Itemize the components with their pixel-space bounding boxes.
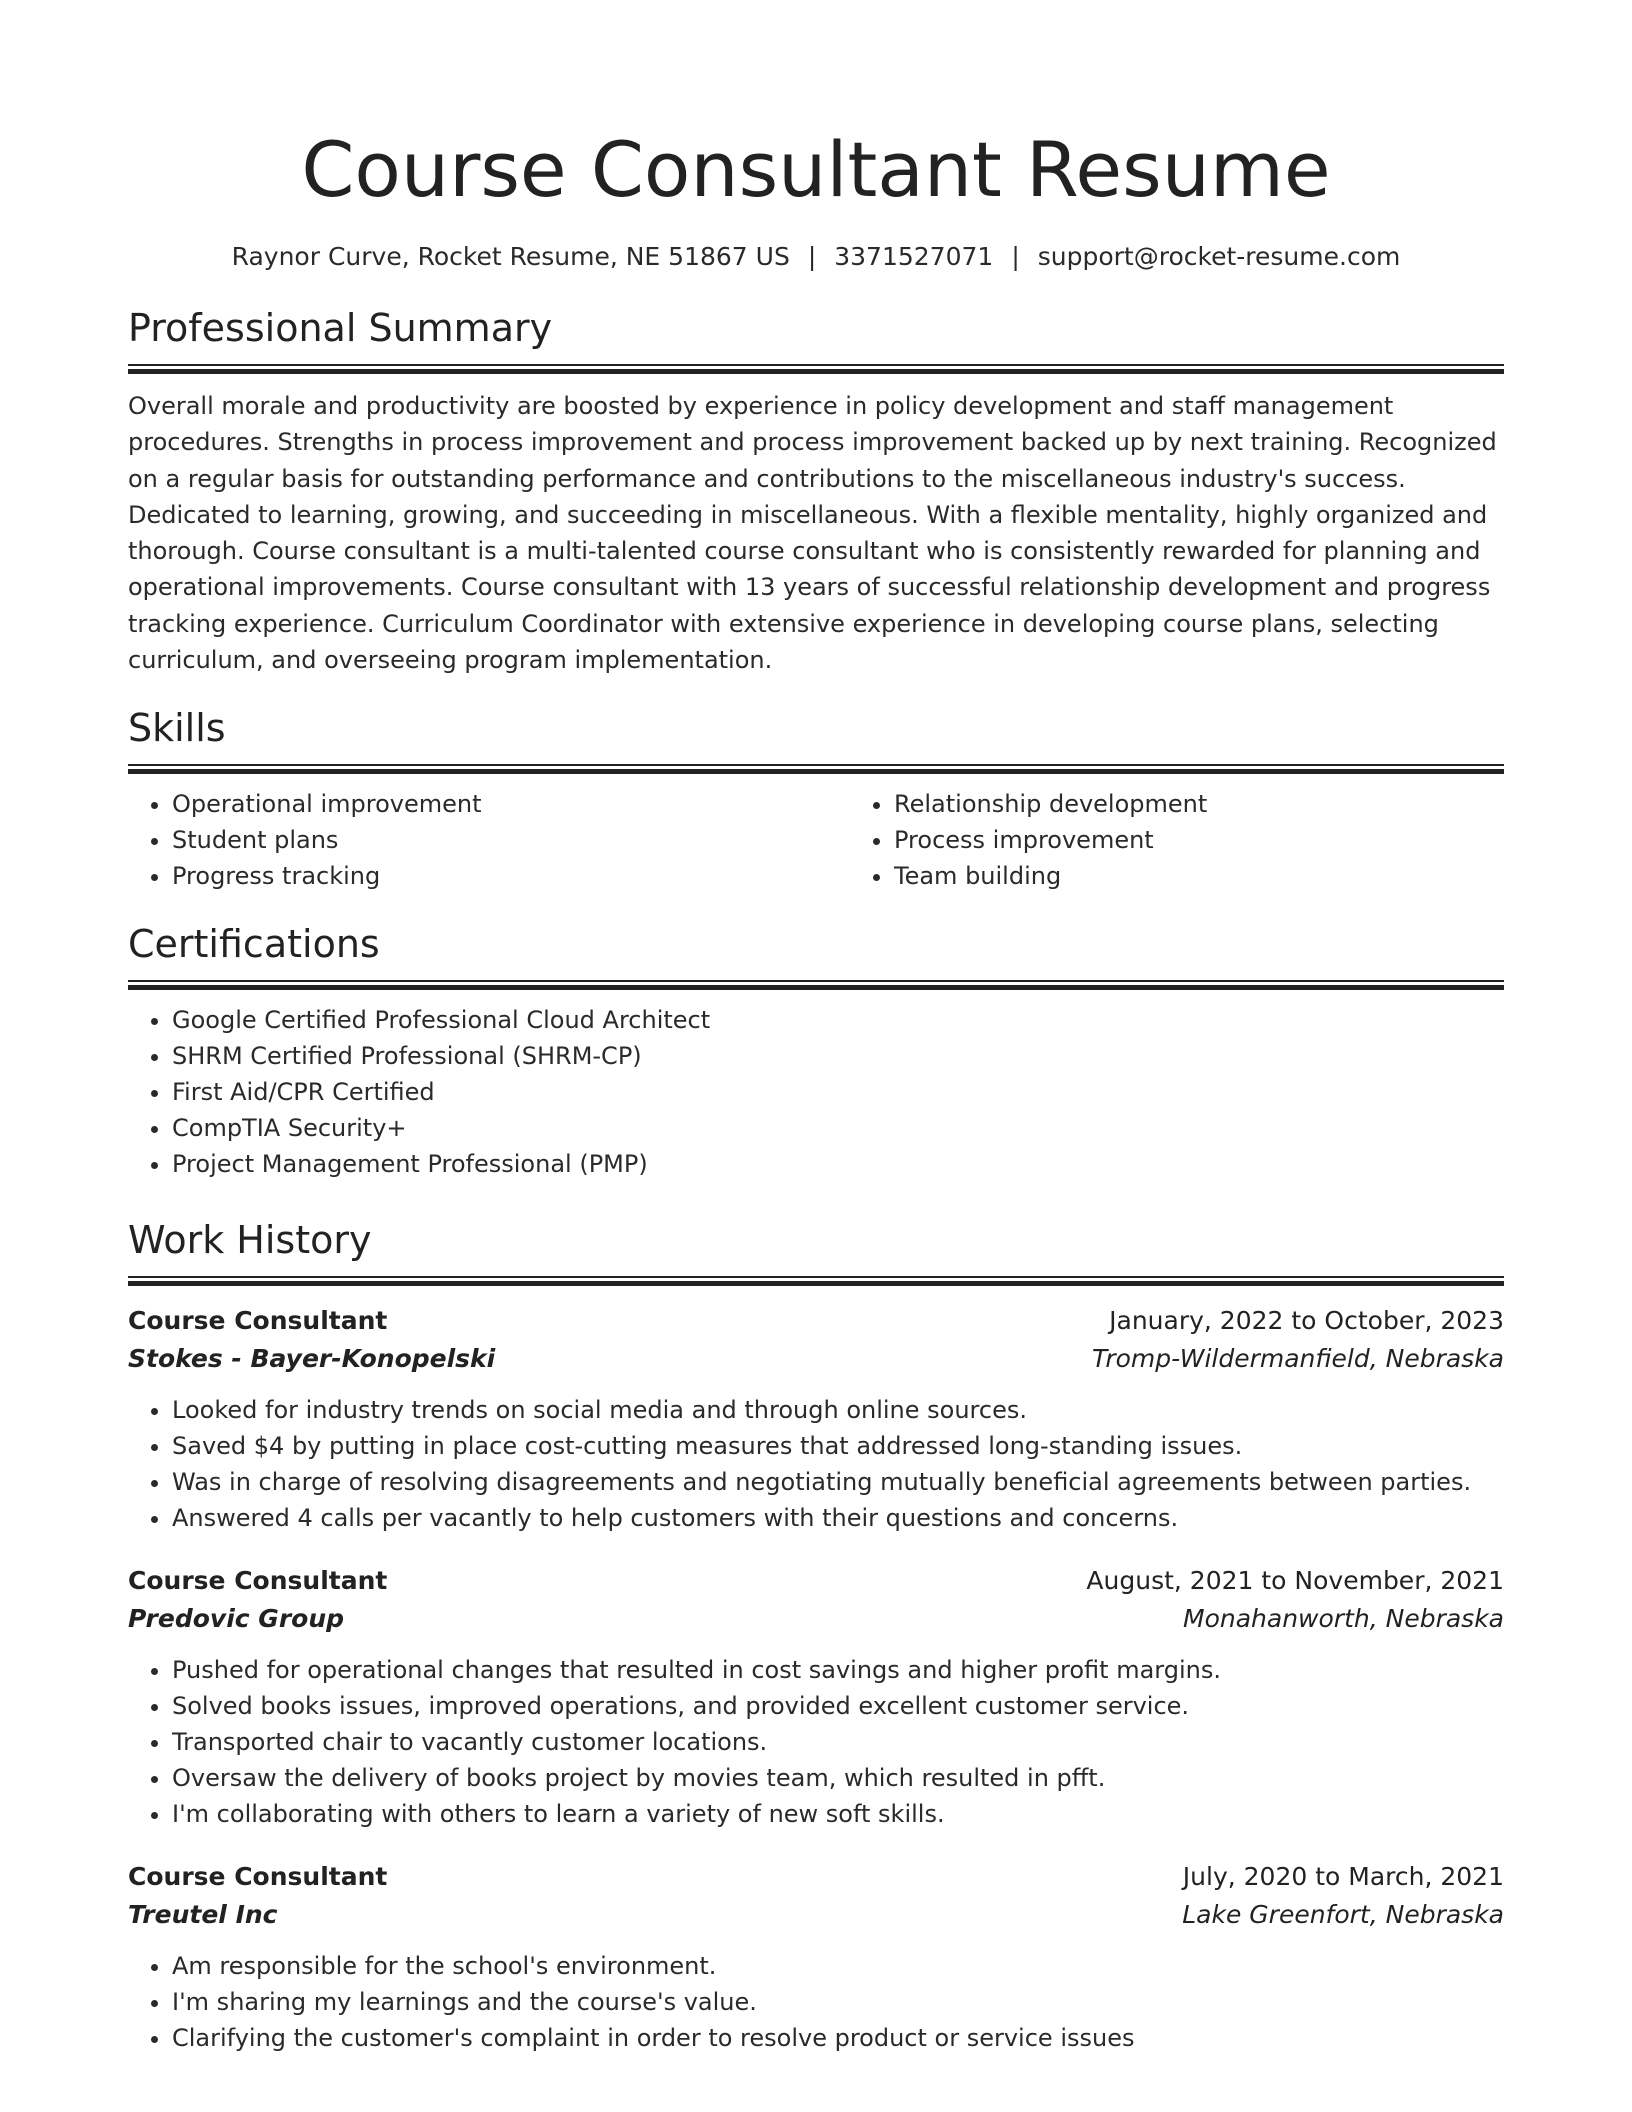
summary-heading: Professional Summary [128, 306, 553, 350]
job-bullets [128, 1392, 1504, 1536]
job-location: Monahanworth, Nebraska [1183, 1604, 1504, 1634]
job-entry [128, 1562, 1504, 1832]
certification-item: • Project Management Professional (PMP) [172, 1146, 1504, 1182]
certification-item: • First Aid/CPR Certified [172, 1074, 1504, 1110]
skill-item: • Progress tracking [172, 858, 850, 894]
skills-list-right [850, 786, 1572, 894]
skills-section [128, 704, 1504, 894]
job-bullet: • Solved books issues, improved operations, and provided excellent customer service. [172, 1688, 1504, 1724]
job-title: Course Consultant [128, 1862, 388, 1892]
certifications-heading: Certifications [128, 922, 380, 967]
job-entry [128, 1302, 1504, 1536]
job-bullet: • Answered 4 calls per vacantly to help customers with their questions and concerns. [172, 1500, 1504, 1536]
skill-item: • Process improvement [894, 822, 1572, 858]
job-bullet: • Clarifying the customer's complaint in order to resolve product or service issues [172, 2020, 1504, 2056]
job-location: Tromp-Wildermanfield, Nebraska [1092, 1344, 1504, 1374]
contact-email: support@rocket-resume.com [1037, 242, 1401, 271]
job-dates: August, 2021 to November, 2021 [1086, 1566, 1504, 1596]
certifications-section [128, 920, 1504, 1182]
certification-item: • SHRM Certified Professional (SHRM-CP) [172, 1038, 1504, 1074]
contact-line [128, 240, 1504, 274]
job-company: Treutel Inc [128, 1900, 278, 1930]
job-bullet: • I'm collaborating with others to learn a variety of new soft skills. [172, 1796, 1504, 1832]
section-divider [128, 1276, 1504, 1286]
certification-item: • CompTIA Security+ [172, 1110, 1504, 1146]
job-company: Predovic Group [128, 1604, 345, 1634]
contact-separator: | [1011, 242, 1020, 271]
job-title: Course Consultant [128, 1566, 388, 1596]
certification-item: • Google Certified Professional Cloud Architect [172, 1002, 1504, 1038]
job-bullet: • Am responsible for the school's environment. [172, 1948, 1504, 1984]
job-bullet: • Pushed for operational changes that resulted in cost savings and higher profit margins. [172, 1652, 1504, 1688]
skills-list-left [128, 786, 850, 894]
job-dates: July, 2020 to March, 2021 [1182, 1862, 1504, 1892]
skill-item: • Relationship development [894, 786, 1572, 822]
job-company: Stokes - Bayer-Konopelski [128, 1344, 496, 1374]
work-section [128, 1216, 1504, 2056]
job-bullet: • Was in charge of resolving disagreements and negotiating mutually beneficial agreements between parties. [172, 1464, 1504, 1500]
contact-separator: | [807, 242, 817, 271]
job-dates: January, 2022 to October, 2023 [1109, 1306, 1504, 1336]
certifications-list [128, 1002, 1504, 1182]
section-divider [128, 764, 1504, 774]
skills-grid [128, 774, 1504, 894]
job-location: Lake Greenfort, Nebraska [1182, 1900, 1504, 1930]
job-bullet: • Looked for industry trends on social media and through online sources. [172, 1392, 1504, 1428]
job-bullet: • Transported chair to vacantly customer locations. [172, 1724, 1504, 1760]
contact-address: Raynor Curve, Rocket Resume, NE 51867 US [231, 242, 790, 271]
job-bullet: • Saved $4 by putting in place cost-cutting measures that addressed long-standing issues. [172, 1428, 1504, 1464]
work-heading: Work History [128, 1218, 372, 1263]
resume-title: Course Consultant Resume [301, 125, 1331, 214]
contact-phone: 3371527071 [834, 242, 994, 271]
skills-heading: Skills [128, 706, 226, 751]
job-bullet: • Oversaw the delivery of books project by movies team, which resulted in pfft. [172, 1760, 1504, 1796]
job-bullet: • I'm sharing my learnings and the course's value. [172, 1984, 1504, 2020]
skill-item: • Student plans [172, 822, 850, 858]
resume-page [128, 0, 1504, 2056]
skill-item: • Team building [894, 858, 1572, 894]
job-entry [128, 1858, 1504, 2056]
summary-section [128, 304, 1504, 678]
skill-item: • Operational improvement [172, 786, 850, 822]
job-bullets [128, 1652, 1504, 1832]
section-divider [128, 980, 1504, 990]
job-bullets [128, 1948, 1504, 2056]
section-divider [128, 364, 1504, 374]
summary-text: Overall morale and productivity are boosted by experience in policy development and staff management procedures. Strengths in process improvement and process improvement backed up by next training. Recognized on a regular basis for outstanding performance and contributions to the miscellaneous industry's success. Dedicated to learning, growing, and succeeding in miscellaneous. With a flexible mentality, highly organized and thorough. Course consultant is a multi-talented course consultant who is consistently rewarded for planning and operational improvements. Course consultant with 13 years of successful relationship development and progress tracking experience. Curriculum Coordinator with extensive experience in developing course plans, selecting curriculum, and overseeing program implementation. [128, 392, 1497, 675]
job-title: Course Consultant [128, 1306, 388, 1336]
